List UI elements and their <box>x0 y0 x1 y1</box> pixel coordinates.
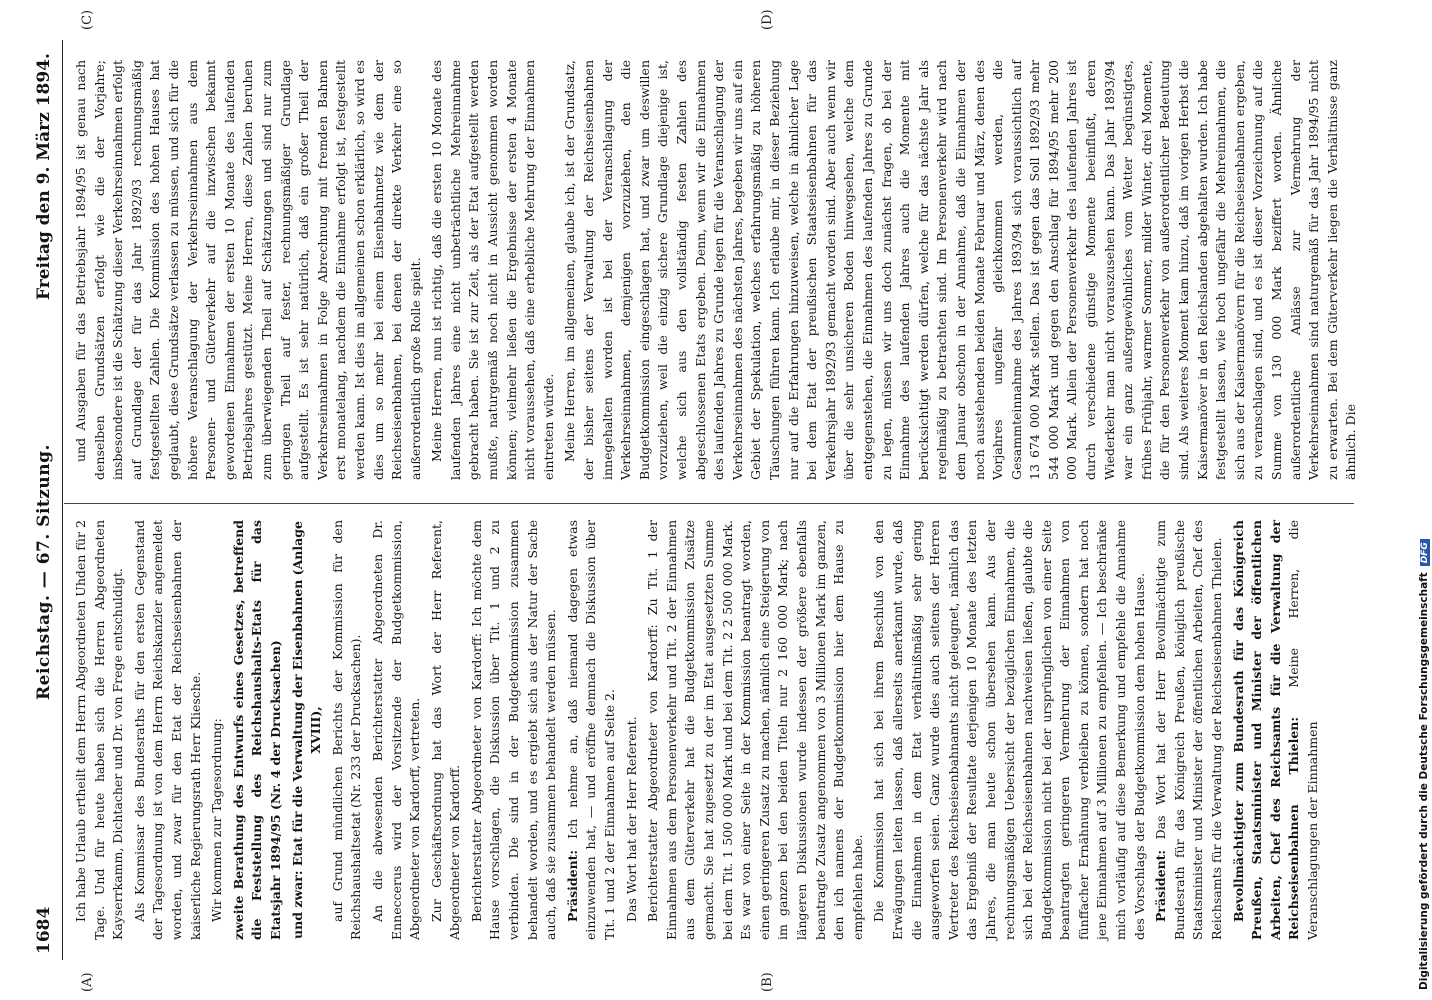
paragraph <box>623 520 642 940</box>
paragraph-text: Als Kommissar des Bundesraths für den ersten Gegenstand der Tagesordnung ist von dem Herrn Reichskanzler angemeldet worden, und zwar für den Etat der Reichseisenbahnen der kaiserliche Regierungsrath Herr Kliesche. <box>131 520 203 940</box>
speaker-name: Präsident: <box>564 849 580 922</box>
paragraph <box>468 520 561 940</box>
margin-mark-b: (B) <box>760 972 775 992</box>
paragraph-text: auf Grund mündlichen Berichts der Kommission für den Reichshaushaltsetat (Nr. 233 der Drucksachen). <box>329 520 364 940</box>
dfg-logo: DFG <box>1420 539 1430 566</box>
speaker-name: Präsident: <box>1153 849 1169 922</box>
paragraph <box>208 520 227 940</box>
paragraph-text: zweite Berathung des Entwurfs eines Gesetzes, betreffend die Feststellung des Reichshaushalts-Etats für das Etatsjahr 1894/95 (Nr. 4 der Drucksachen) <box>230 520 283 940</box>
paragraph-text: und Ausgaben für das Betriebsjahr 1894/95 ist genau nach denselben Grundsätzen erfolgt wie die der Vorjahre; insbesondere ist die Schätzung dieser Verkehrseinnahmen erfolgt auf Grundlage der für das Jahr 1892/93 rechnungsmäßig festgestellten Zahlen. Die Kommission des hohen Hauses hat geglaubt, diese Grundsätze verlassen zu müssen, und sich für die höhere Veranschlagung der Verkehrseinnahmen aus dem Personen- und Güterverkehr auf die inzwischen bekannt gewordenen Einnahmen der ersten 10 Monate des laufenden Betriebsjahres gestützt. Meine Herren, diese Zahlen beruhen zum überwiegenden Theil auf Schätzungen und sind nur zum geringen Theil auf fester, rechnungsmäßiger Grundlage aufgestellt. Es ist sehr natürlich, daß ein großer Theil der Verkehrseinnahmen in Folge Abrechnung mit fremden Bahnen erst monatelang, nachdem die Einnahme erfolgt ist, festgestellt werden kann. Ist dies im allgemeinen schon erklärlich, so wird es dies um so mehr bei einem Eisenbahnnetz wie dem der Reichseisenbahnen, bei denen der direkte Verkehr eine so außerordentlich große Rolle spielt. <box>73 60 423 480</box>
paragraph-text: Berichterstatter Abgeordneter von Kardorff: Ich möchte dem Hause vorschlagen, die Diskussion über Tit. 1 und 2 zu verbinden. Die sind in der Budgetkommission zusammen behandelt worden, und es ergiebt sich aus der Natur der Sache auch, daß sie zusammen behandelt werden müssen. <box>468 520 559 940</box>
paragraph <box>369 520 425 940</box>
paragraph-text: Meine Herren, im allgemeinen, glaube ich, ist der Grundsatz, der bisher seitens der Verwaltung der Reichseisenbahnen innegehalten worden ist bei der Veranschlagung der Verkehrseinnahmen, demjenigen vorzuziehen, den die Budgetkommission eingeschlagen hat, und zwar um deswillen vorzuziehen, weil die einzig sichere Grundlage diejenige ist, welche sich aus den vollständig festen Zahlen des abgeschlossenen Etats ergeben. Denn, wenn wir die Einnahmen des laufenden Jahres zu Grunde legen für die Veranschlagung der Verkehrseinnahmen des nächsten Jahres, begeben wir uns auf ein Gebiet der Spekulation, welches erfahrungsmäßig zu höheren Täuschungen führen kann. Ich erlaube mir, in dieser Beziehung nur auf die Erfahrungen hinzuweisen, welche in ähnlicher Lage bei dem Etat der preußischen Staatseisenbahnen für das Verkehrsjahr 1892/93 gemacht worden sind. Aber auch wenn wir über die sehr unsicheren Boden hinwegsehen, welche dem entgegenstehen, die Einnahmen des laufenden Jahres zu Grunde zu legen, müssen wir uns doch zunächst fragen, ob bei der Einnahme des laufenden Jahres auch die Momente mit berücksichtigt werden dürfen, welche für das nächste Jahr als regelmäßig zu betrachten sind. Im Personenverkehr wird nach dem Januar obschon in der Annahme, daß die Einnahmen der noch ausstehenden beiden Monate Februar und März, denen des Vorjahres ungefähr gleichkommen werden, die Gesammteinnahme des Jahres 1893/94 sich voraussichtlich auf 13 674 000 Mark stellen. Das ist gegen das Soll 1892/93 mehr 544 000 Mark und gegen den Anschlag für 1894/95 mehr 200 000 Mark. Allein der Personenverkehr des laufenden Jahres ist durch verschiedene günstige Momente beeinflußt, deren Wiederkehr man nicht vorauszusehen kann. Das Jahr 1893/94 war ein ganz außergewöhnliches vom Wetter begünstigtes, frühes Frühjahr, warmer Sommer, milder Winter, drei Momente, die für den Personenverkehr von außerordentlicher Bedeutung sind. Als weiteres Moment kam hinzu, daß im vorigen Herbst die Kaisermanöver in den Reichslanden abgehalten wurden. Ich habe festgestellt lassen, wie hoch ungefähr die Mehreinnahmen, die sich aus der Kaisermanövern für die Reichseisenbahnen ergeben, zu veranschlagen sind, und es ist dieser Vorzeichnung auf die Summe von 130 000 Mark beziffert worden. Ähnliche außerordentliche Anlässe zur Vermehrung der Verkehrseinnahmen sind naturgemäß für das Jahr 1894/95 nicht zu erwarten. Bei dem Güterverkehr liegen die Verhältnisse ganz ähnlich. Die <box>562 60 1359 480</box>
paragraph <box>870 520 1149 940</box>
speaker-name: Bevollmächtigter zum Bundesrath für das Königreich Preußen, Staatsminister und Minister der öffentlichen Arbeiten, Chef des Reichsamts für die Verwaltung der Reichseisenbahnen Thielen: <box>1230 520 1302 940</box>
paragraph-text: Ich habe Urlaub ertheilt dem Herrn Abgeordneten Uhden für 2 Tage. Und für heute haben sich die Herren Abgeordneten Kayserrkamm, Dichtacher und Dr. von Frege entschuldigt. <box>73 520 126 940</box>
paragraph-text: und zwar: Etat für die Verwaltung der Eisenbahnen (Anlage XVIII), <box>289 521 324 939</box>
left-text-column <box>72 520 1352 940</box>
agenda-subheading <box>289 520 326 940</box>
paragraph-text: Das Wort hat der Herr Referent. <box>623 716 639 922</box>
paragraph <box>428 60 558 480</box>
speaker-paragraph <box>1230 520 1323 940</box>
margin-mark-a: (A) <box>80 972 95 992</box>
paragraph <box>561 60 1361 480</box>
column-divider <box>64 503 1354 504</box>
speaker-paragraph <box>1152 520 1226 940</box>
digitization-note: Digitalisierung gefördert durch die Deutsche Forschungsgemeinschaft <box>1418 572 1430 990</box>
paragraph-text: Das Wort hat der Herr Bevollmächtigte zum Bundesrath für das Königreich Preußen, königlich preußische Staatsminister und Minister der öffentlichen Arbeiten, Chef des Reichsamts für die Verwaltung der Reichseisenbahnen Thielen. <box>1153 520 1225 940</box>
right-text-column <box>72 60 1359 480</box>
agenda-heading <box>230 520 286 940</box>
digitization-credit-text <box>1418 539 1430 990</box>
paragraph-text: Wir kommen zur Tagesordnung: <box>209 718 225 922</box>
paragraph <box>131 520 205 940</box>
speaker-paragraph <box>564 520 620 940</box>
paragraph-text: Zur Geschäftsordnung hat das Wort der Herr Referent, Abgeordneter von Kardorff. <box>428 520 463 940</box>
paragraph <box>428 520 465 940</box>
header-rule <box>62 40 63 960</box>
paragraph-text: Berichterstatter Abgeordneter von Kardorff: Zu Tit. 1 der Einnahmen aus dem Personenverkehr und Tit. 2 der Einnahmen aus dem Güterverkehr hat die Budgetkommission Zusätze gemacht. Sie hat zugesetzt zu der im Etat ausgesetzten Summe bei dem Tit. 1 500 000 Mark und bei dem Tit. 2 2 500 000 Mark. Es war von einer Seite in der Kommission beantragt worden, einen geringeren Zusatz zu machen, nämlich eine Steigerung von im ganzen bei den beiden Titeln nur 2 160 000 Mark; nach längeren Diskussionen wurde indessen der größere ebenfalls beantragte Zusatz angenommen von 3 Millionen Mark im ganzen, den ich namens der Budgetkommission hier dem Hause zu empfehlen habe. <box>645 520 865 940</box>
paragraph-text: An die abwesenden Berichterstatter Abgeordneten Dr. Enneccerus wird der Vorsitzende der Budgetkommission, Abgeordneter von Kardorff, vertreten. <box>369 520 423 940</box>
paragraph-text: Die Kommission hat sich bei ihrem Beschluß von den Erwägungen leiten lassen, daß allerseits anerkannt wurde, daß die Einnahmen in dem Etat verhältnißmäßig sehr gering ausgeworfen seien. Ganz wurde dies auch seitens der Herren Vertreter des Reichseisenbahnamts nicht geleugnet, nämlich das das Ergebniß der Resultate derjenigen 10 Monate des letzten Jahres, die man heute schon übersehen kann. Aus der rechnungsmäßigen Uebersicht der bezüglichen Einnahmen, die sich bei der Reichseisenbahnen nachweisen ließen, glaubte die Budgetkommission nicht bei der ursprünglichen von einer Seite beantragten geringeren Vermehrung der Einnahmen von fünffacher Ernähnung verbleiben zu können, sondern hat noch jene Einnahmen auf 3 Millionen zu empfehlen. — Ich beschränke mich vorläufig auf diese Bemerkung und empfehle die Annahme des Vorschlags der Budgetkommission dem hohen Hause. <box>871 520 1147 940</box>
running-title: Reichstag. — 67. Sitzung. <box>34 444 54 700</box>
paragraph <box>72 520 128 940</box>
margin-mark-d: (D) <box>760 9 775 30</box>
session-date: Freitag den 9. März 1894. <box>34 53 54 300</box>
paragraph <box>72 60 425 480</box>
paragraph <box>329 520 366 940</box>
digitization-credit <box>1404 0 1432 1000</box>
paragraph <box>644 520 867 940</box>
margin-mark-c: (C) <box>80 9 95 30</box>
paragraph-text: Meine Herren, nun ist richtig, daß die ersten 10 Monate des laufenden Jahres eine nicht unbeträchtliche Mehreinnahme gebracht haben. Sie ist zur Zeit, als der Etat aufgestellt werden mußte, naturgemäß noch nicht in Aussicht genommen worden können; vielmehr ließen die Ergebnisse der ersten 4 Monate nicht voraussehen, daß eine erhebliche Mehrung der Einnahmen eintreten würde. <box>429 60 556 480</box>
page-number: 1684 <box>34 906 54 954</box>
paragraph-text: Meine Herren, die Veranschlagungen der Einnahmen <box>1286 520 1320 940</box>
paragraph-text: Ich nehme an, daß niemand dagegen etwas einzuwenden hat, — und eröffne demnach die Diskussion über Tit. 1 und 2 der Einnahmen auf Seite 2. <box>564 520 618 940</box>
